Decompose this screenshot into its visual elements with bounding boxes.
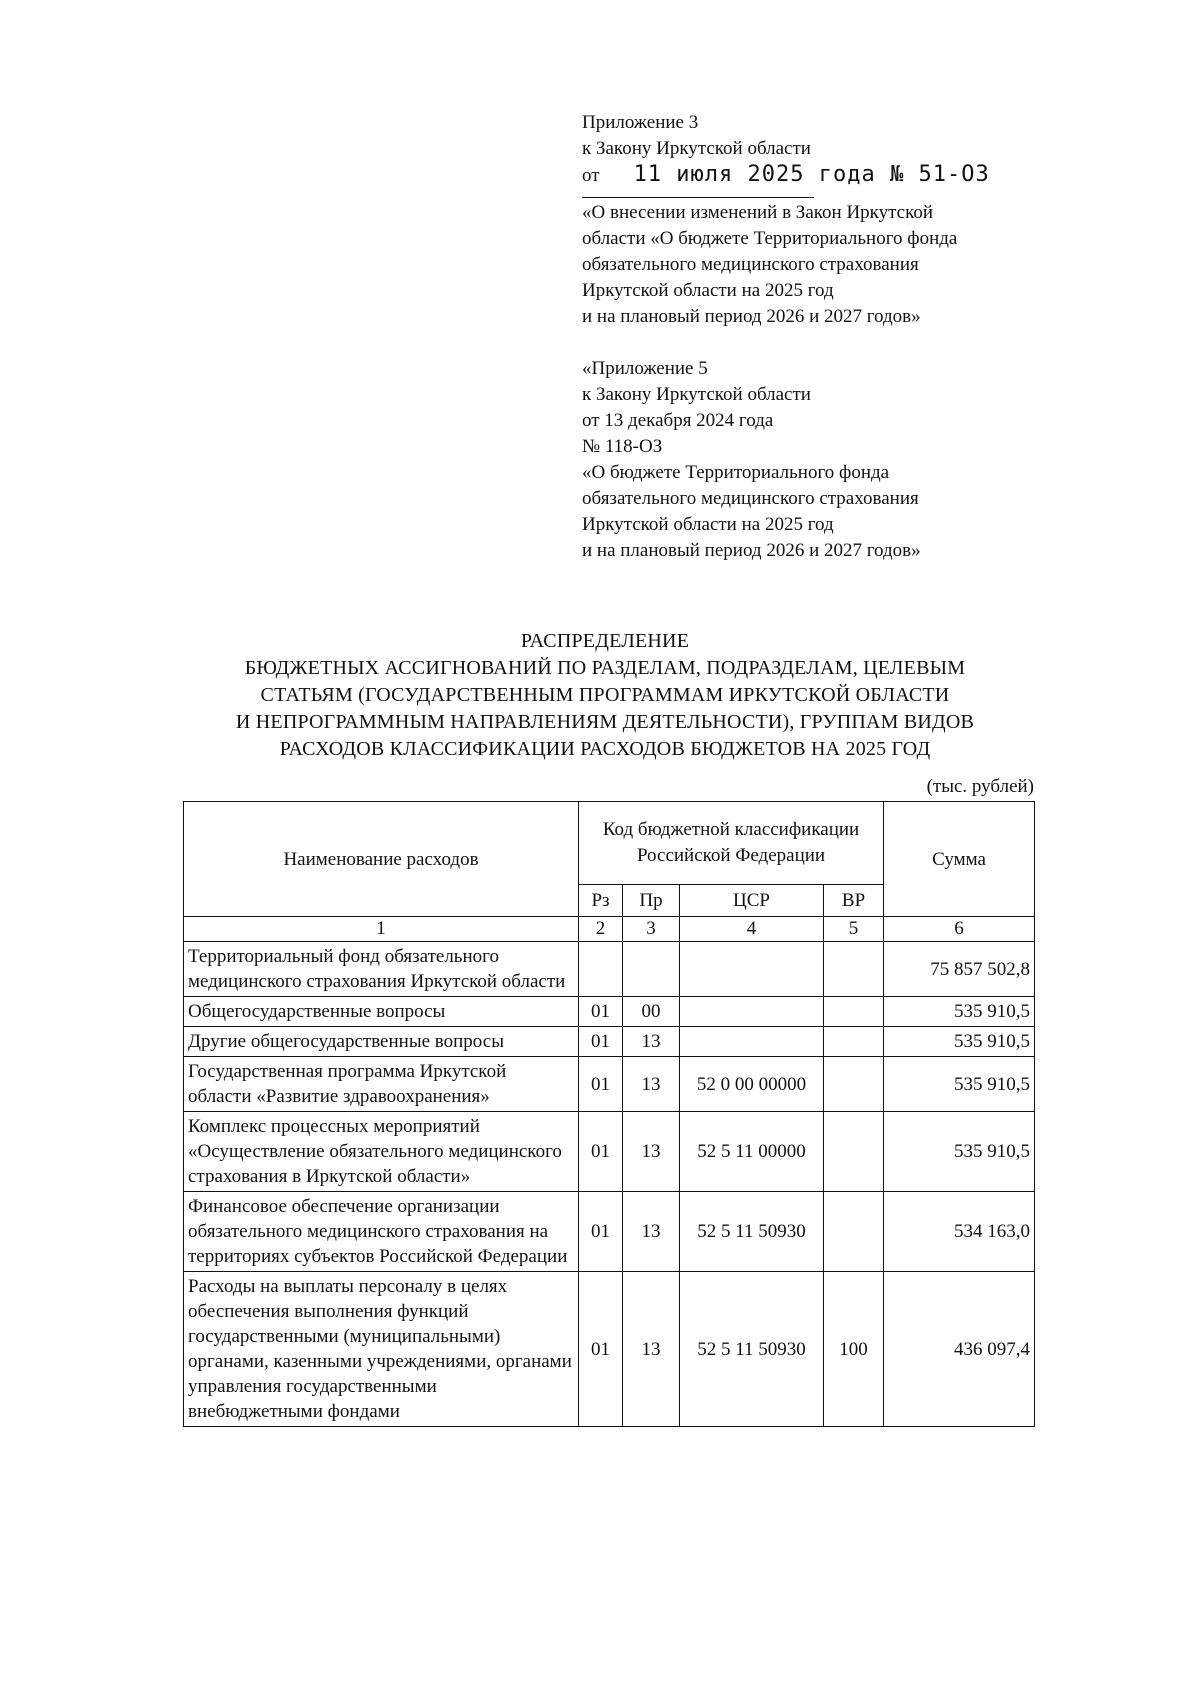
spacer: [582, 330, 1042, 356]
column-number: 1: [184, 917, 579, 942]
units-label: (тыс. рублей): [926, 776, 1034, 797]
column-number: 5: [824, 917, 884, 942]
row-vr: [824, 1057, 884, 1112]
orig-line: и на плановый период 2026 и 2027 годов»: [582, 540, 921, 561]
header-pr: Пр: [623, 885, 680, 917]
table-row: [184, 1272, 1035, 1427]
row-pr: 13: [623, 1192, 680, 1272]
row-name: Государственная программа Иркутской области «Развитие здравоохранения»: [184, 1057, 579, 1112]
row-vr: 100: [824, 1272, 884, 1427]
row-sum: 75 857 502,8: [884, 942, 1035, 997]
appendix-block: [582, 110, 1042, 564]
title-line: РАСХОДОВ КЛАССИФИКАЦИИ РАСХОДОВ БЮДЖЕТОВ НА 2025 ГОД: [279, 738, 931, 760]
amend-line: обязательного медицинского страхования: [582, 254, 919, 275]
appendix-date-typed: 11 июля 2025 года № 51-ОЗ: [633, 162, 990, 187]
row-csr: 52 5 11 50930: [680, 1272, 824, 1427]
row-name: Финансовое обеспечение организации обязательного медицинского страхования на территориях субъектов Российской Федерации: [184, 1192, 579, 1272]
table-row: [184, 997, 1035, 1027]
row-rz: 01: [579, 1057, 623, 1112]
row-vr: [824, 997, 884, 1027]
orig-line: к Закону Иркутской области: [582, 384, 811, 405]
title-line: И НЕПРОГРАММНЫМ НАПРАВЛЕНИЯМ ДЕЯТЕЛЬНОСТИ), ГРУППАМ ВИДОВ: [235, 711, 975, 733]
row-vr: [824, 942, 884, 997]
table-row: [184, 1027, 1035, 1057]
orig-line: Иркутской области на 2025 год: [582, 514, 834, 535]
table-row: [184, 942, 1035, 997]
table-row: [184, 1192, 1035, 1272]
row-pr: 13: [623, 1027, 680, 1057]
header-code-line: Российской Федерации: [636, 845, 826, 866]
row-vr: [824, 1192, 884, 1272]
row-name: Комплекс процессных мероприятий «Осуществление обязательного медицинского страхования в Иркутской области»: [184, 1112, 579, 1192]
header-vr: ВР: [824, 885, 884, 917]
row-sum: 535 910,5: [884, 997, 1035, 1027]
amend-line: Иркутской области на 2025 год: [582, 280, 834, 301]
row-name: Территориальный фонд обязательного медицинского страхования Иркутской области: [184, 942, 579, 997]
column-number: 4: [680, 917, 824, 942]
row-sum: 436 097,4: [884, 1272, 1035, 1427]
row-name: Расходы на выплаты персоналу в целях обеспечения выполнения функций государственными (муниципальными) органами, казенными учреждениями, органами управления государственными внебюджетными фондами: [184, 1272, 579, 1427]
orig-line: № 118-ОЗ: [582, 436, 663, 457]
row-rz: 01: [579, 997, 623, 1027]
row-rz: 01: [579, 1272, 623, 1427]
row-pr: 00: [623, 997, 680, 1027]
title-line: РАСПРЕДЕЛЕНИЕ: [520, 630, 690, 652]
table-row: [184, 1057, 1035, 1112]
appendix-number: Приложение 3: [582, 112, 699, 133]
row-sum: 535 910,5: [884, 1112, 1035, 1192]
row-rz: 01: [579, 1027, 623, 1057]
row-rz: [579, 942, 623, 997]
header-name: Наименование расходов: [184, 802, 579, 917]
orig-line: от 13 декабря 2024 года: [582, 410, 774, 431]
row-pr: 13: [623, 1272, 680, 1427]
amend-line: и на плановый период 2026 и 2027 годов»: [582, 306, 921, 327]
row-csr: 52 5 11 50930: [680, 1192, 824, 1272]
amend-line: области «О бюджете Территориального фонда: [582, 228, 958, 249]
table-row: [184, 1112, 1035, 1192]
row-rz: 01: [579, 1112, 623, 1192]
header-row: [184, 802, 1035, 885]
row-rz: 01: [579, 1192, 623, 1272]
row-sum: 535 910,5: [884, 1057, 1035, 1112]
orig-line: «Приложение 5: [582, 358, 708, 379]
row-sum: 534 163,0: [884, 1192, 1035, 1272]
row-csr: 52 5 11 00000: [680, 1112, 824, 1192]
header-rz: Рз: [579, 885, 623, 917]
document-title: [180, 628, 1030, 763]
row-name: Другие общегосударственные вопросы: [184, 1027, 579, 1057]
row-pr: [623, 942, 680, 997]
column-number: 3: [623, 917, 680, 942]
column-number: 2: [579, 917, 623, 942]
header-sum: Сумма: [884, 802, 1035, 917]
budget-table: [183, 801, 1035, 1427]
row-pr: 13: [623, 1057, 680, 1112]
appendix-date-prefix: от: [582, 165, 600, 186]
row-csr: 52 0 00 00000: [680, 1057, 824, 1112]
title-line: СТАТЬЯМ (ГОСУДАРСТВЕННЫМ ПРОГРАММАМ ИРКУТСКОЙ ОБЛАСТИ: [260, 684, 950, 706]
row-pr: 13: [623, 1112, 680, 1192]
row-vr: [824, 1027, 884, 1057]
row-csr: [680, 997, 824, 1027]
signature-rule: [582, 197, 814, 198]
amend-line: «О внесении изменений в Закон Иркутской: [582, 202, 934, 223]
header-code-group: [579, 802, 884, 885]
row-vr: [824, 1112, 884, 1192]
row-name: Общегосударственные вопросы: [184, 997, 579, 1027]
title-line: БЮДЖЕТНЫХ АССИГНОВАНИЙ ПО РАЗДЕЛАМ, ПОДРАЗДЕЛАМ, ЦЕЛЕВЫМ: [244, 657, 966, 679]
orig-line: «О бюджете Территориального фонда: [582, 462, 890, 483]
orig-line: обязательного медицинского страхования: [582, 488, 919, 509]
column-number: 6: [884, 917, 1035, 942]
column-number-row: [184, 917, 1035, 942]
row-csr: [680, 942, 824, 997]
header-csr: ЦСР: [680, 885, 824, 917]
row-csr: [680, 1027, 824, 1057]
header-code-line: Код бюджетной классификации: [602, 819, 860, 840]
appendix-law: к Закону Иркутской области: [582, 138, 811, 159]
row-sum: 535 910,5: [884, 1027, 1035, 1057]
appendix-date-line: [582, 162, 1042, 189]
